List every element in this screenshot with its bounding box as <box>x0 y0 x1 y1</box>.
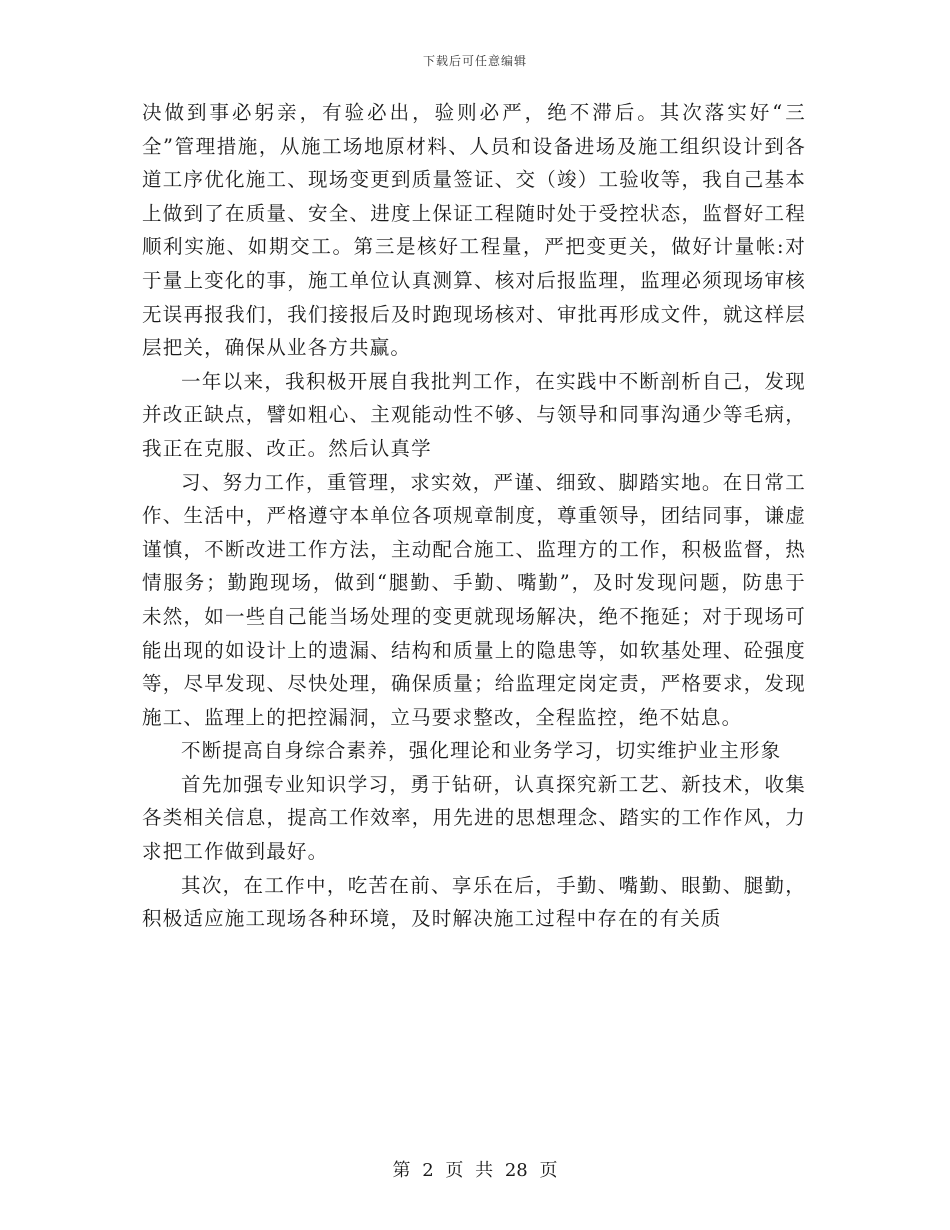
document-body <box>142 96 806 936</box>
paragraph-3: 习、努力工作，重管理，求实效，严谨、细致、脚踏实地。在日常工作、生活中，严格遵守本单位各项规章制度，尊重领导，团结同事，谦虚谨慎，不断改进工作方法，主动配合施工、监理方的工作，积极监督，热情服务；勤跑现场，做到“腿勤、手勤、嘴勤”，及时发现问题，防患于未然，如一些自己能当场处理的变更就现场解决，绝不拖延；对于现场可能出现的如设计上的遗漏、结构和质量上的隐患等，如软基处理、砼强度等，尽早发现、尽快处理，确保质量；给监理定岗定责，严格要求，发现施工、监理上的把控漏洞，立马要求整改，全程监控，绝不姑息。 <box>142 470 806 729</box>
paragraph-2: 一年以来，我积极开展自我批判工作，在实践中不断剖析自己，发现并改正缺点，譬如粗心、主观能动性不够、与领导和同事沟通少等毛病，我正在克服、改正。然后认真学 <box>142 369 806 460</box>
page-header: 下载后可任意编辑 <box>422 54 527 68</box>
page-footer: 第 2 页 共 28 页 <box>392 1160 558 1181</box>
paragraph-1: 决做到事必躬亲，有验必出，验则必严，绝不滞后。其次落实好“三全”管理措施，从施工场地原材料、人员和设备进场及施工组织设计到各道工序优化施工、现场变更到质量签证、交（竣）工验收等，我自己基本上做到了在质量、安全、进度上保证工程随时处于受控状态，监督好工程顺利实施、如期交工。第三是核好工程量，严把变更关，做好计量帐:对于量上变化的事，施工单位认真测算、核对后报监理，监理必须现场审核无误再报我们，我们接报后及时跑现场核对、审批再形成文件，就这样层层把关，确保从业各方共赢。 <box>142 101 806 360</box>
paragraph-4-heading: 不断提高自身综合素养，强化理论和业务学习，切实维护业主形象 <box>181 739 782 763</box>
paragraph-5: 首先加强专业知识学习，勇于钻研，认真探究新工艺、新技术，收集各类相关信息，提高工作效率，用先进的思想理念、踏实的工作作风，力求把工作做到最好。 <box>142 772 806 864</box>
paragraph-6: 其次，在工作中，吃苦在前、享乐在后，手勤、嘴勤、眼勤、腿勤，积极适应施工现场各种环境，及时解决施工过程中存在的有关质 <box>142 873 806 931</box>
